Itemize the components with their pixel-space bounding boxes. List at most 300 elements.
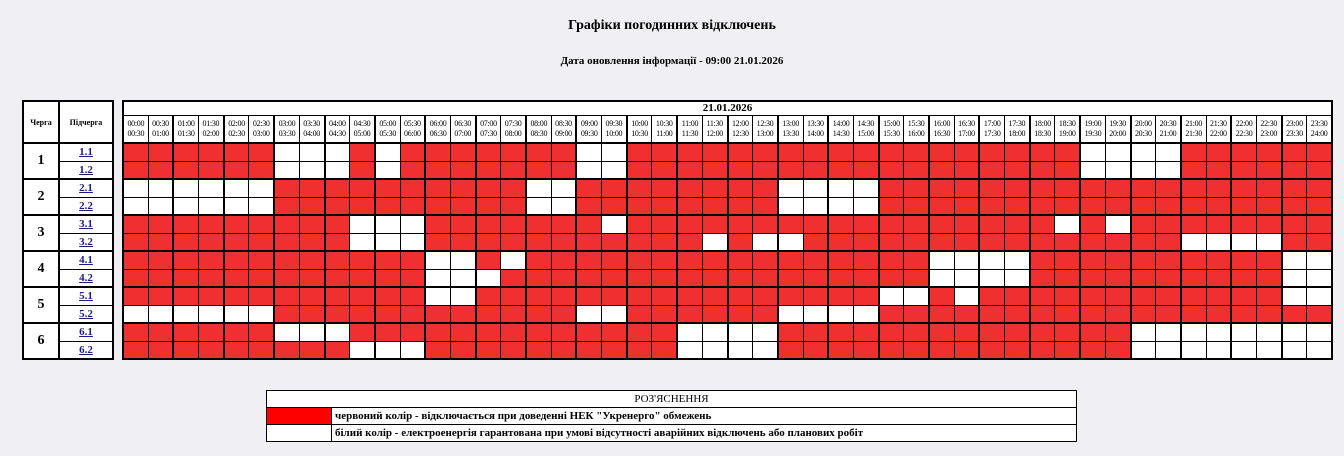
power-slot	[551, 197, 576, 215]
power-slot	[173, 197, 198, 215]
power-slot	[979, 269, 1004, 287]
outage-slot	[476, 233, 501, 251]
power-slot	[728, 341, 753, 359]
outage-slot	[199, 269, 224, 287]
power-slot	[1282, 323, 1307, 341]
power-slot	[1307, 341, 1332, 359]
outage-slot	[576, 197, 601, 215]
outage-slot	[199, 233, 224, 251]
outage-slot	[1055, 341, 1080, 359]
schedule-table	[22, 100, 1333, 360]
outage-slot	[1206, 251, 1231, 269]
table-row	[23, 341, 1332, 359]
table-row	[23, 323, 1332, 341]
outage-slot	[274, 215, 299, 233]
outage-slot	[325, 233, 350, 251]
outage-slot	[677, 287, 702, 305]
outage-slot	[904, 305, 929, 323]
outage-slot	[904, 251, 929, 269]
outage-slot	[1080, 287, 1105, 305]
time-slot-header	[1055, 115, 1080, 143]
outage-slot	[1005, 341, 1030, 359]
table-row	[23, 305, 1332, 323]
outage-slot	[1307, 143, 1332, 161]
outage-slot	[123, 215, 148, 233]
outage-slot	[652, 269, 677, 287]
outage-slot	[677, 215, 702, 233]
outage-slot	[375, 305, 400, 323]
outage-slot	[476, 323, 501, 341]
power-slot	[1156, 143, 1181, 161]
power-slot	[1181, 233, 1206, 251]
power-slot	[1005, 269, 1030, 287]
time-slot-header	[1080, 115, 1105, 143]
outage-slot	[1030, 251, 1055, 269]
power-slot	[249, 197, 274, 215]
outage-slot	[551, 233, 576, 251]
time-start: 20:00	[1134, 118, 1152, 128]
time-end: 01:30	[177, 128, 195, 138]
time-start: 05:30	[404, 118, 421, 128]
time-start: 13:30	[807, 118, 824, 128]
outage-slot	[173, 251, 198, 269]
time-end: 06:30	[429, 128, 447, 138]
outage-slot	[1131, 233, 1156, 251]
table-row	[23, 215, 1332, 233]
time-end: 20:30	[1134, 128, 1152, 138]
outage-slot	[677, 197, 702, 215]
time-slot-header	[123, 115, 148, 143]
outage-slot	[224, 269, 249, 287]
outage-slot	[249, 143, 274, 161]
time-end: 20:00	[1109, 128, 1127, 138]
outage-slot	[828, 143, 853, 161]
outage-slot	[1307, 179, 1332, 197]
outage-slot	[702, 269, 727, 287]
time-slot-header	[1231, 115, 1256, 143]
outage-slot	[879, 215, 904, 233]
time-end: 16:00	[907, 128, 925, 138]
time-end: 16:30	[933, 128, 951, 138]
power-slot	[299, 323, 324, 341]
subqueue-link[interactable]: 1.1	[79, 146, 93, 159]
outage-slot	[1206, 179, 1231, 197]
power-slot	[123, 305, 148, 323]
outage-slot	[274, 341, 299, 359]
outage-slot	[1206, 161, 1231, 179]
queue-label: 2	[23, 179, 59, 215]
power-slot	[1256, 341, 1281, 359]
outage-slot	[148, 341, 173, 359]
time-end: 01:00	[152, 128, 169, 138]
outage-slot	[1231, 179, 1256, 197]
time-slot-header	[350, 115, 375, 143]
time-start: 05:00	[379, 118, 397, 128]
power-slot	[753, 341, 778, 359]
legend-red-swatch	[267, 408, 332, 425]
outage-slot	[1055, 143, 1080, 161]
time-slot-header	[224, 115, 249, 143]
subqueue-cell	[59, 269, 113, 287]
outage-slot	[526, 323, 551, 341]
outage-slot	[803, 323, 828, 341]
outage-slot	[450, 323, 475, 341]
outage-slot	[1055, 161, 1080, 179]
time-end: 15:00	[857, 128, 875, 138]
outage-slot	[299, 197, 324, 215]
legend-red-text: червоний колір - відключається при доведенні НЕК "Укренерго" обмежень	[332, 408, 1077, 425]
time-slot-header	[702, 115, 727, 143]
outage-slot	[173, 287, 198, 305]
power-slot	[677, 341, 702, 359]
outage-slot	[123, 143, 148, 161]
outage-slot	[753, 251, 778, 269]
queue-label: 1	[23, 143, 59, 179]
outage-slot	[1080, 233, 1105, 251]
outage-slot	[853, 215, 878, 233]
power-slot	[702, 341, 727, 359]
outage-slot	[728, 215, 753, 233]
outage-slot	[450, 161, 475, 179]
outage-slot	[551, 287, 576, 305]
outage-slot	[1256, 197, 1281, 215]
outage-slot	[450, 197, 475, 215]
time-start: 02:30	[252, 118, 270, 128]
outage-slot	[728, 251, 753, 269]
outage-slot	[476, 251, 501, 269]
outage-slot	[425, 341, 450, 359]
outage-slot	[853, 269, 878, 287]
outage-slot	[753, 143, 778, 161]
outage-slot	[350, 251, 375, 269]
outage-slot	[501, 143, 526, 161]
outage-slot	[1181, 251, 1206, 269]
power-slot	[753, 323, 778, 341]
time-slot-header	[904, 115, 929, 143]
subqueue-link[interactable]: 3.2	[79, 235, 93, 248]
subqueue-cell	[59, 323, 113, 341]
column-gap	[113, 323, 123, 359]
outage-slot	[1181, 179, 1206, 197]
outage-slot	[1080, 251, 1105, 269]
outage-slot	[1256, 305, 1281, 323]
subqueue-cell	[59, 197, 113, 215]
subqueue-cell	[59, 305, 113, 323]
time-end: 11:30	[681, 128, 699, 138]
outage-slot	[400, 143, 425, 161]
outage-slot	[1282, 215, 1307, 233]
power-slot	[979, 251, 1004, 269]
outage-slot	[400, 305, 425, 323]
outage-slot	[1256, 215, 1281, 233]
outage-slot	[1206, 197, 1231, 215]
outage-slot	[1005, 179, 1030, 197]
outage-slot	[526, 233, 551, 251]
outage-slot	[476, 161, 501, 179]
outage-slot	[1156, 215, 1181, 233]
subqueue-link[interactable]: 4.2	[79, 271, 93, 284]
outage-slot	[1206, 287, 1231, 305]
time-slot-header	[1181, 115, 1206, 143]
outage-slot	[954, 233, 979, 251]
subqueue-link[interactable]: 6.2	[79, 343, 93, 356]
outage-slot	[853, 341, 878, 359]
time-slot-header	[853, 115, 878, 143]
subqueue-link[interactable]: 2.2	[79, 199, 93, 212]
time-end: 03:00	[252, 128, 270, 138]
outage-slot	[476, 179, 501, 197]
outage-slot	[1231, 269, 1256, 287]
outage-slot	[501, 287, 526, 305]
outage-slot	[350, 287, 375, 305]
outage-slot	[123, 269, 148, 287]
outage-slot	[677, 251, 702, 269]
power-slot	[173, 305, 198, 323]
power-slot	[274, 143, 299, 161]
outage-slot	[602, 197, 627, 215]
time-slot-header	[677, 115, 702, 143]
subqueue-link[interactable]: 1.2	[79, 163, 93, 176]
outage-slot	[526, 269, 551, 287]
time-start: 03:30	[303, 118, 321, 128]
outage-slot	[526, 305, 551, 323]
power-slot	[1181, 323, 1206, 341]
power-slot	[425, 251, 450, 269]
power-slot	[1256, 323, 1281, 341]
outage-slot	[828, 251, 853, 269]
time-end: 04:00	[303, 128, 321, 138]
power-slot	[325, 161, 350, 179]
outage-slot	[299, 305, 324, 323]
outage-slot	[173, 233, 198, 251]
table-row	[23, 287, 1332, 305]
power-slot	[450, 269, 475, 287]
outage-slot	[375, 269, 400, 287]
outage-slot	[400, 287, 425, 305]
outage-slot	[702, 179, 727, 197]
subqueue-link[interactable]: 3.1	[79, 218, 93, 231]
outage-slot	[652, 323, 677, 341]
outage-slot	[1282, 197, 1307, 215]
outage-slot	[1231, 251, 1256, 269]
outage-slot	[1181, 197, 1206, 215]
power-slot	[375, 233, 400, 251]
power-slot	[1256, 233, 1281, 251]
time-end: 02:00	[202, 128, 220, 138]
outage-slot	[350, 197, 375, 215]
outage-slot	[1256, 287, 1281, 305]
outage-slot	[627, 179, 652, 197]
outage-slot	[299, 341, 324, 359]
time-start: 04:00	[328, 118, 346, 128]
time-end: 21:30	[1185, 128, 1203, 138]
power-slot	[526, 179, 551, 197]
power-slot	[702, 323, 727, 341]
time-start: 20:30	[1159, 118, 1177, 128]
power-slot	[1307, 323, 1332, 341]
time-slot-header	[602, 115, 627, 143]
time-end: 13:30	[782, 128, 800, 138]
power-slot	[1231, 341, 1256, 359]
queue-label: 4	[23, 251, 59, 287]
outage-slot	[853, 233, 878, 251]
time-end: 14:30	[832, 128, 850, 138]
time-start: 13:00	[782, 118, 800, 128]
outage-slot	[879, 179, 904, 197]
outage-slot	[602, 287, 627, 305]
column-gap	[113, 215, 123, 251]
outage-slot	[1307, 161, 1332, 179]
outage-slot	[954, 179, 979, 197]
outage-slot	[476, 197, 501, 215]
time-slot-header	[929, 115, 954, 143]
outage-slot	[627, 161, 652, 179]
outage-slot	[576, 179, 601, 197]
outage-slot	[652, 215, 677, 233]
power-slot	[929, 269, 954, 287]
outage-slot	[954, 215, 979, 233]
outage-slot	[753, 161, 778, 179]
power-slot	[1156, 161, 1181, 179]
subqueue-link[interactable]: 6.1	[79, 326, 93, 339]
power-slot	[828, 197, 853, 215]
outage-slot	[702, 251, 727, 269]
time-end: 13:00	[756, 128, 774, 138]
time-start: 11:00	[681, 118, 699, 128]
outage-slot	[879, 305, 904, 323]
outage-slot	[249, 161, 274, 179]
power-slot	[199, 197, 224, 215]
outage-slot	[1231, 287, 1256, 305]
outage-slot	[1080, 215, 1105, 233]
outage-slot	[1055, 179, 1080, 197]
power-slot	[1156, 341, 1181, 359]
outage-slot	[652, 143, 677, 161]
outage-slot	[1005, 161, 1030, 179]
subqueue-link[interactable]: 5.2	[79, 307, 93, 320]
outage-slot	[1256, 179, 1281, 197]
outage-slot	[853, 161, 878, 179]
table-row	[23, 269, 1332, 287]
time-start: 23:30	[1310, 118, 1328, 128]
power-slot	[1206, 323, 1231, 341]
power-slot	[803, 305, 828, 323]
time-slot-header	[173, 115, 198, 143]
subqueue-cell	[59, 143, 113, 161]
outage-slot	[148, 143, 173, 161]
outage-slot	[879, 269, 904, 287]
outage-slot	[652, 161, 677, 179]
power-slot	[1206, 341, 1231, 359]
time-start: 01:00	[177, 118, 195, 128]
outage-slot	[1307, 233, 1332, 251]
outage-slot	[1256, 161, 1281, 179]
outage-slot	[1282, 161, 1307, 179]
outage-slot	[450, 215, 475, 233]
outage-slot	[828, 323, 853, 341]
power-slot	[803, 197, 828, 215]
outage-slot	[274, 233, 299, 251]
column-gap	[113, 143, 123, 179]
outage-slot	[627, 233, 652, 251]
outage-slot	[576, 323, 601, 341]
outage-slot	[224, 323, 249, 341]
outage-slot	[450, 341, 475, 359]
outage-slot	[954, 143, 979, 161]
power-slot	[1307, 287, 1332, 305]
outage-slot	[274, 269, 299, 287]
outage-slot	[425, 161, 450, 179]
outage-slot	[879, 197, 904, 215]
power-slot	[753, 233, 778, 251]
power-slot	[450, 251, 475, 269]
outage-slot	[476, 305, 501, 323]
power-slot	[602, 161, 627, 179]
power-slot	[249, 305, 274, 323]
outage-slot	[728, 143, 753, 161]
time-start: 08:30	[555, 118, 572, 128]
time-end: 22:30	[1235, 128, 1253, 138]
power-slot	[904, 287, 929, 305]
outage-slot	[1181, 215, 1206, 233]
outage-slot	[274, 251, 299, 269]
time-end: 09:30	[580, 128, 598, 138]
outage-slot	[904, 179, 929, 197]
time-slot-header	[828, 115, 853, 143]
subqueue-link[interactable]: 2.1	[79, 182, 93, 195]
outage-slot	[224, 341, 249, 359]
power-slot	[1282, 341, 1307, 359]
table-row	[23, 143, 1332, 161]
outage-slot	[879, 143, 904, 161]
outage-slot	[627, 251, 652, 269]
outage-slot	[224, 287, 249, 305]
time-start: 21:30	[1210, 118, 1227, 128]
subqueue-link[interactable]: 4.1	[79, 254, 93, 267]
outage-slot	[148, 287, 173, 305]
outage-slot	[173, 215, 198, 233]
outage-slot	[904, 323, 929, 341]
outage-slot	[828, 287, 853, 305]
outage-slot	[224, 215, 249, 233]
outage-slot	[1206, 269, 1231, 287]
outage-slot	[249, 269, 274, 287]
time-slot-header	[501, 115, 526, 143]
time-slot-header	[1307, 115, 1332, 143]
outage-slot	[1005, 215, 1030, 233]
outage-slot	[1131, 197, 1156, 215]
outage-slot	[425, 197, 450, 215]
power-slot	[853, 305, 878, 323]
power-slot	[501, 251, 526, 269]
outage-slot	[1030, 179, 1055, 197]
outage-slot	[350, 269, 375, 287]
power-slot	[1307, 251, 1332, 269]
power-slot	[199, 179, 224, 197]
outage-slot	[1282, 305, 1307, 323]
time-slot-header	[1131, 115, 1156, 143]
time-start: 10:00	[631, 118, 648, 128]
outage-slot	[551, 269, 576, 287]
outage-slot	[450, 179, 475, 197]
time-start: 15:30	[907, 118, 925, 128]
power-slot	[1131, 161, 1156, 179]
outage-slot	[904, 197, 929, 215]
power-slot	[299, 161, 324, 179]
subqueue-link[interactable]: 5.1	[79, 290, 93, 303]
power-slot	[954, 269, 979, 287]
time-slot-header	[148, 115, 173, 143]
